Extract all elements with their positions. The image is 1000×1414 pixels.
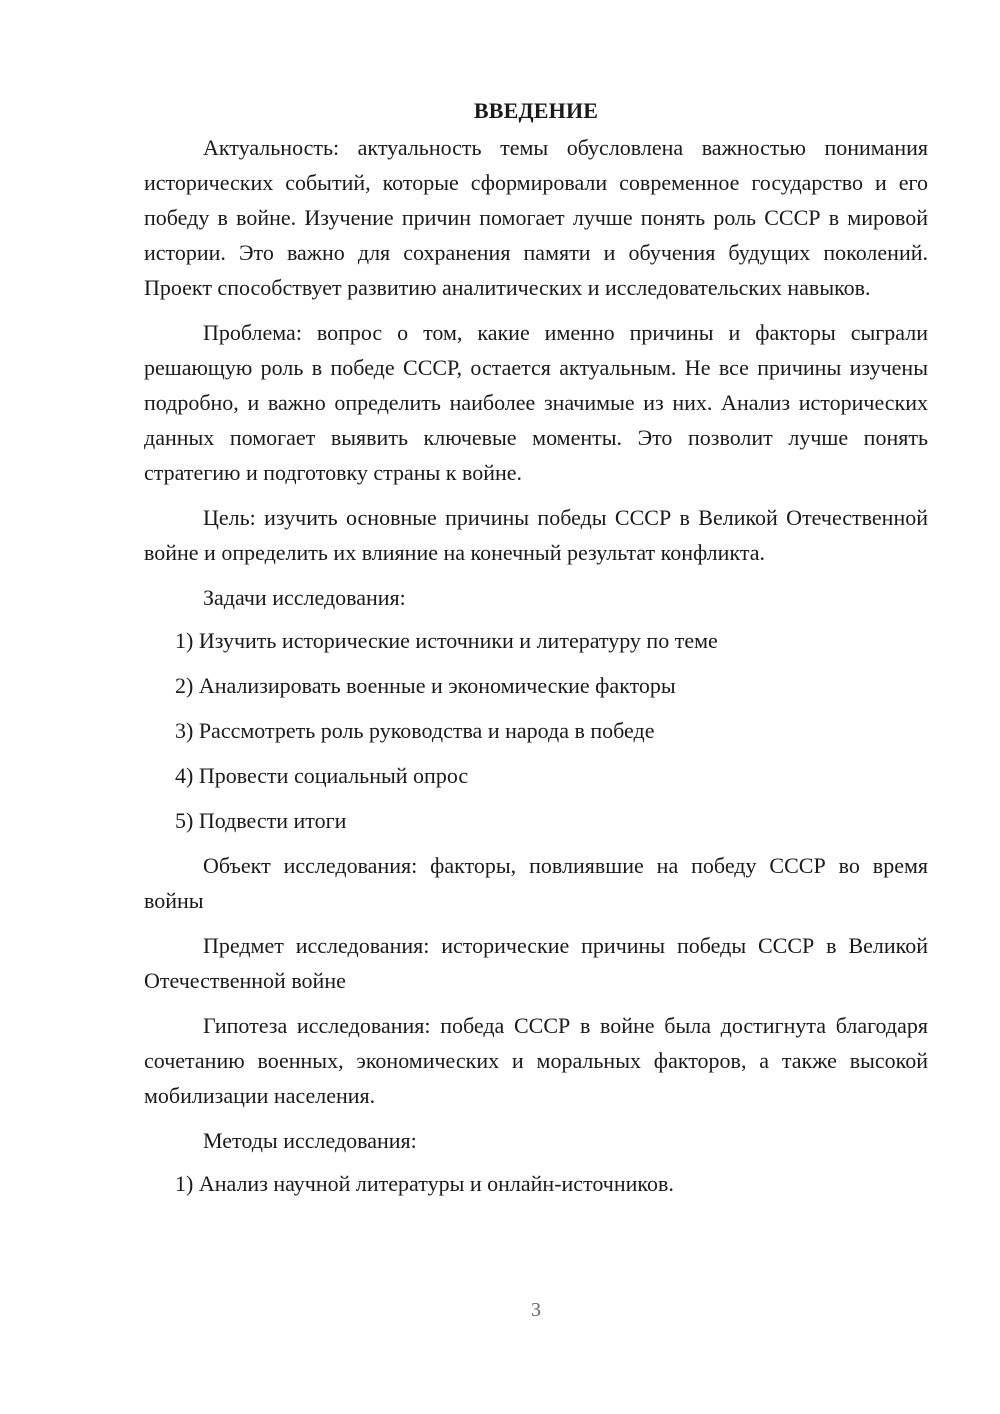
relevance-paragraph: Актуальность: актуальность темы обусловлена важностью понимания исторических событий, которые сформировали современное государство и его победу в войне. Изучение причин помогает лучше понять роль СССР в мировой истории. Это важно для сохранения памяти и обучения будущих поколений. Проект способствует развитию аналитических и исследовательских навыков. (144, 135, 928, 300)
list-item: 4) Провести социальный опрос (175, 763, 469, 788)
tasks-heading: Задачи исследования: (203, 585, 406, 610)
methods-heading: Методы исследования: (203, 1128, 417, 1153)
hypothesis-paragraph: Гипотеза исследования: победа СССР в войне была достигнута благодаря сочетанию военных, экономических и моральных факторов, а также высокой мобилизации населения. (144, 1013, 928, 1108)
problem-paragraph: Проблема: вопрос о том, какие именно причины и факторы сыграли решающую роль в победе СССР, остается актуальным. Не все причины изучены подробно, и важно определить наиболее значимые из них. Анализ исторических данных помогает выявить ключевые моменты. Это позволит лучше понять стратегию и подготовку страны к войне. (144, 320, 928, 485)
page-number: 3 (531, 1299, 541, 1321)
list-item: 3) Рассмотреть роль руководства и народа в победе (175, 718, 655, 743)
goal-paragraph: Цель: изучить основные причины победы СССР в Великой Отечественной войне и определить их влияние на конечный результат конфликта. (144, 505, 928, 565)
object-paragraph: Объект исследования: факторы, повлиявшие на победу СССР во время войны (144, 853, 928, 913)
list-item: 1) Анализ научной литературы и онлайн-источников. (175, 1171, 674, 1196)
section-title: ВВЕДЕНИЕ (473, 98, 599, 123)
list-item: 2) Анализировать военные и экономические факторы (175, 673, 676, 698)
document-body (144, 93, 928, 1211)
list-item: 1) Изучить исторические источники и литературу по теме (175, 628, 718, 653)
subject-paragraph: Предмет исследования: исторические причины победы СССР в Великой Отечественной войне (144, 933, 928, 993)
list-item: 5) Подвести итоги (175, 808, 347, 833)
